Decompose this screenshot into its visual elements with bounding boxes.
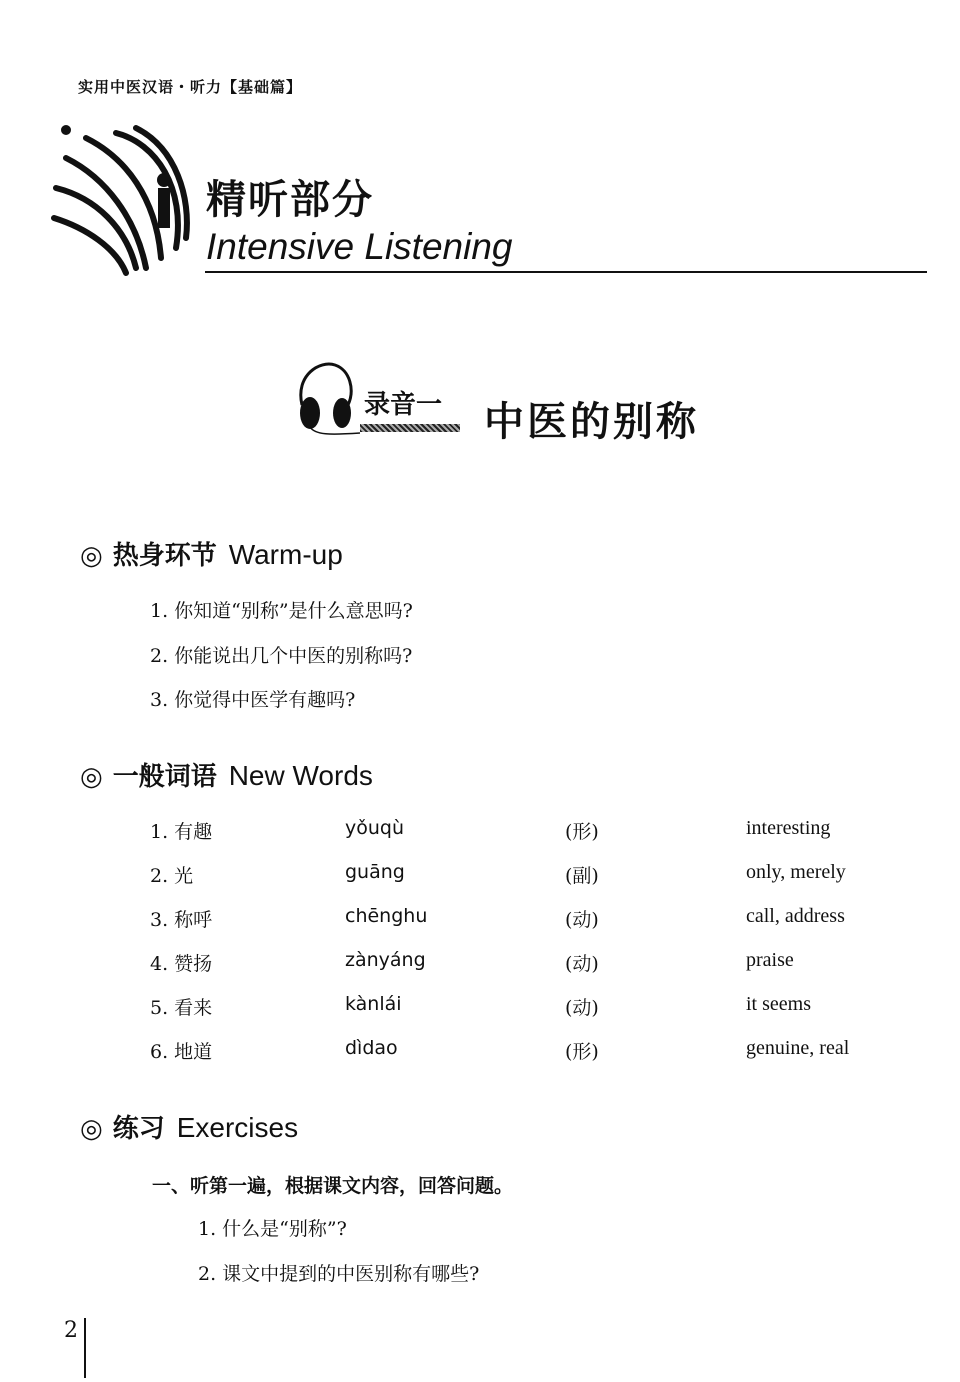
vocab-pinyin: kànlái bbox=[345, 993, 402, 1015]
vocab-meaning: interesting bbox=[746, 817, 831, 839]
circle-marker-icon: ◎ bbox=[80, 541, 103, 571]
circle-marker-icon: ◎ bbox=[80, 762, 103, 792]
circle-marker-icon: ◎ bbox=[80, 1114, 103, 1144]
exercise-instruction: 一、听第一遍，根据课文内容，回答问题。 bbox=[152, 1175, 514, 1197]
vocab-word: 1. 有趣 bbox=[150, 821, 213, 843]
section-title-en: Intensive Listening bbox=[206, 226, 513, 267]
new-words-heading bbox=[80, 756, 373, 793]
vocab-pinyin: chēnghu bbox=[345, 905, 428, 927]
vocab-word: 5. 看来 bbox=[150, 997, 213, 1019]
exercises-heading bbox=[80, 1108, 298, 1145]
vocab-pos: (形) bbox=[565, 1041, 599, 1063]
vocab-meaning: call, address bbox=[746, 905, 845, 927]
vocab-pinyin: guāng bbox=[345, 861, 405, 883]
warmup-question: 2. 你能说出几个中医的别称吗? bbox=[150, 645, 413, 667]
vocab-meaning: praise bbox=[746, 949, 794, 971]
heading-en: Exercises bbox=[176, 1112, 299, 1143]
page-number: 2 bbox=[64, 1318, 78, 1343]
vocab-pos: (动) bbox=[565, 953, 599, 975]
vocab-word: 3. 称呼 bbox=[150, 909, 213, 931]
page-number-rule bbox=[84, 1318, 86, 1378]
section-rule bbox=[205, 271, 927, 273]
warmup-question: 1. 你知道“别称”是什么意思吗? bbox=[150, 600, 413, 622]
exercise-question: 2. 课文中提到的中医别称有哪些? bbox=[198, 1263, 480, 1285]
vocab-pos: (动) bbox=[565, 997, 599, 1019]
decorative-emblem-icon bbox=[46, 118, 196, 278]
vocab-word: 4. 赞扬 bbox=[150, 953, 213, 975]
vocab-word: 6. 地道 bbox=[150, 1041, 213, 1063]
running-header: 实用中医汉语・听力【基础篇】 bbox=[78, 78, 303, 96]
section-title-cn: 精听部分 bbox=[206, 176, 374, 223]
vocab-pinyin: yǒuqù bbox=[345, 817, 405, 839]
headphones-icon bbox=[290, 355, 360, 437]
heading-cn: 练习 bbox=[112, 1114, 165, 1144]
vocab-pos: (动) bbox=[565, 909, 599, 931]
vocab-meaning: genuine, real bbox=[746, 1037, 850, 1059]
heading-cn: 一般词语 bbox=[112, 762, 217, 792]
exercise-question: 1. 什么是“别称”? bbox=[198, 1218, 347, 1240]
heading-en: New Words bbox=[228, 760, 373, 791]
vocab-word: 2. 光 bbox=[150, 865, 194, 887]
heading-en: Warm-up bbox=[228, 539, 343, 570]
vocab-meaning: it seems bbox=[746, 993, 811, 1015]
lesson-label: 录音一 bbox=[364, 390, 443, 420]
warmup-question: 3. 你觉得中医学有趣吗? bbox=[150, 689, 356, 711]
vocab-pinyin: dìdao bbox=[345, 1037, 398, 1059]
heading-cn: 热身环节 bbox=[112, 541, 217, 571]
vocab-meaning: only, merely bbox=[746, 861, 846, 883]
lesson-title: 中医的别称 bbox=[484, 398, 699, 445]
lesson-label-underline bbox=[360, 424, 460, 432]
vocab-pos: (形) bbox=[565, 821, 599, 843]
warmup-heading bbox=[80, 535, 343, 572]
vocab-pinyin: zànyáng bbox=[345, 949, 426, 971]
vocab-pos: (副) bbox=[565, 865, 599, 887]
